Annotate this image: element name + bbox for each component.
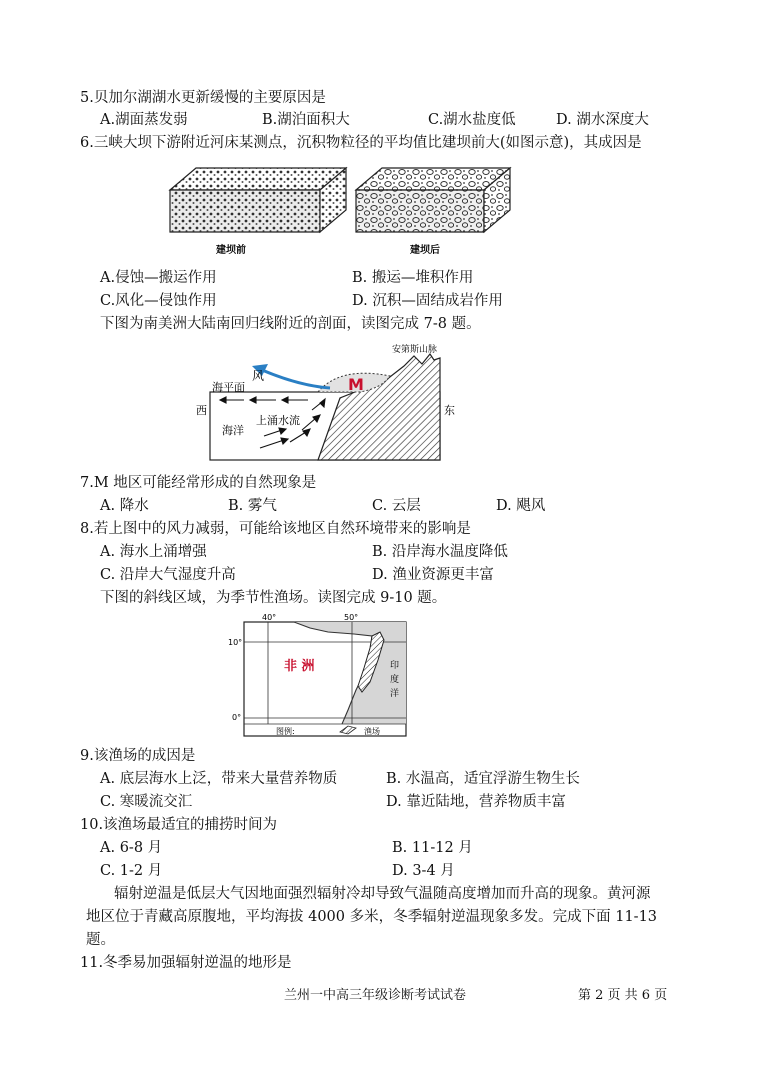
q10-option-b: B. 11-12 月 (392, 840, 473, 856)
q5-option-a: A.湖面蒸发弱 (100, 112, 188, 128)
block-after-dam (356, 168, 510, 232)
south-america-profile-figure (190, 336, 460, 466)
label-east: 东 (444, 404, 455, 417)
q8-option-b: B. 沿岸海水温度降低 (372, 544, 508, 560)
label-before-dam: 建坝前 (216, 245, 246, 256)
label-fishery: 渔场 (364, 727, 380, 736)
label-west: 西 (196, 404, 207, 417)
wind-arrow (262, 370, 330, 388)
label-africa: 非 洲 (284, 659, 315, 674)
label-after-dam: 建坝后 (410, 245, 440, 256)
label-ocean-2: 度 (390, 675, 400, 685)
label-wind: 风 (252, 369, 265, 383)
label-lat-0: 0° (232, 713, 242, 722)
q6-option-a: A.侵蚀—搬运作用 (100, 270, 217, 286)
q10-option-a: A. 6-8 月 (100, 840, 163, 856)
block-before-dam (170, 168, 346, 232)
land-andes (318, 354, 440, 460)
label-ocean-3: 洋 (390, 689, 400, 699)
passage-line-1: 辐射逆温是低层大气因地面强烈辐射冷却导致气温随高度增加而升高的现象。黄河源 (114, 886, 651, 902)
intro-9-10: 下图的斜线区域，为季节性渔场。读图完成 9-10 题。 (100, 590, 447, 606)
label-andes: 安第斯山脉 (392, 345, 438, 355)
q5-option-c: C.湖水盐度低 (428, 112, 516, 128)
label-legend: 图例: (276, 727, 295, 736)
q8-option-a: A. 海水上涌增强 (100, 544, 207, 560)
question-9-stem: 9.该渔场的成因是 (80, 748, 196, 764)
question-10-stem: 10.该渔场最适宜的捕捞时间为 (80, 817, 278, 833)
q5-option-b: B.湖泊面积大 (262, 112, 350, 128)
question-5-stem: 5.贝加尔湖湖水更新缓慢的主要原因是 (80, 90, 326, 106)
q10-option-c: C. 1-2 月 (100, 863, 163, 879)
q8-option-c: C. 沿岸大气湿度升高 (100, 567, 236, 583)
label-ocean-1: 印 (390, 661, 400, 671)
question-11-stem: 11.冬季易加强辐射逆温的地形是 (80, 955, 292, 971)
footer-page-number: 第 2 页 共 6 页 (578, 988, 668, 1003)
passage-line-3: 题。 (86, 932, 115, 948)
footer-exam-title: 兰州一中高三年级诊断考试试卷 (284, 988, 467, 1003)
sediment-block-figure (160, 156, 520, 260)
label-lon-50: 50° (344, 613, 359, 622)
label-m: M (348, 375, 364, 394)
q6-option-c: C.风化—侵蚀作用 (100, 293, 217, 309)
label-upwelling: 上涌水流 (256, 414, 300, 427)
q7-option-a: A. 降水 (100, 498, 149, 514)
label-sea-level: 海平面 (212, 381, 245, 394)
q9-option-b: B. 水温高，适宜浮游生物生长 (386, 771, 580, 787)
fishery-map-figure (224, 612, 414, 742)
q5-option-d: D. 湖水深度大 (556, 112, 649, 128)
label-ocean: 海洋 (222, 424, 244, 437)
q8-option-d: D. 渔业资源更丰富 (372, 567, 494, 583)
q7-option-c: C. 云层 (372, 498, 421, 514)
q9-option-c: C. 寒暖流交汇 (100, 794, 193, 810)
q9-option-d: D. 靠近陆地，营养物质丰富 (386, 794, 566, 810)
q7-option-d: D. 飓风 (496, 498, 546, 514)
q9-option-a: A. 底层海水上泛，带来大量营养物质 (100, 771, 338, 787)
question-6-stem: 6.三峡大坝下游附近河床某测点，沉积物粒径的平均值比建坝前大(如图示意)，其成因是 (80, 135, 642, 151)
question-7-stem: 7.M 地区可能经常形成的自然现象是 (80, 475, 317, 491)
label-lon-40: 40° (262, 613, 277, 622)
q6-option-b: B. 搬运—堆积作用 (352, 270, 474, 286)
label-lat-10: 10° (228, 638, 243, 647)
q7-option-b: B. 雾气 (228, 498, 277, 514)
passage-line-2: 地区位于青藏高原腹地，平均海拔 4000 多米，冬季辐射逆温现象多发。完成下面 11-13 (86, 909, 658, 925)
q10-option-d: D. 3-4 月 (392, 863, 455, 879)
question-8-stem: 8.若上图中的风力减弱，可能给该地区自然环境带来的影响是 (80, 521, 471, 537)
q6-option-d: D. 沉积—固结成岩作用 (352, 293, 503, 309)
intro-7-8: 下图为南美洲大陆南回归线附近的剖面，读图完成 7-8 题。 (100, 316, 481, 332)
